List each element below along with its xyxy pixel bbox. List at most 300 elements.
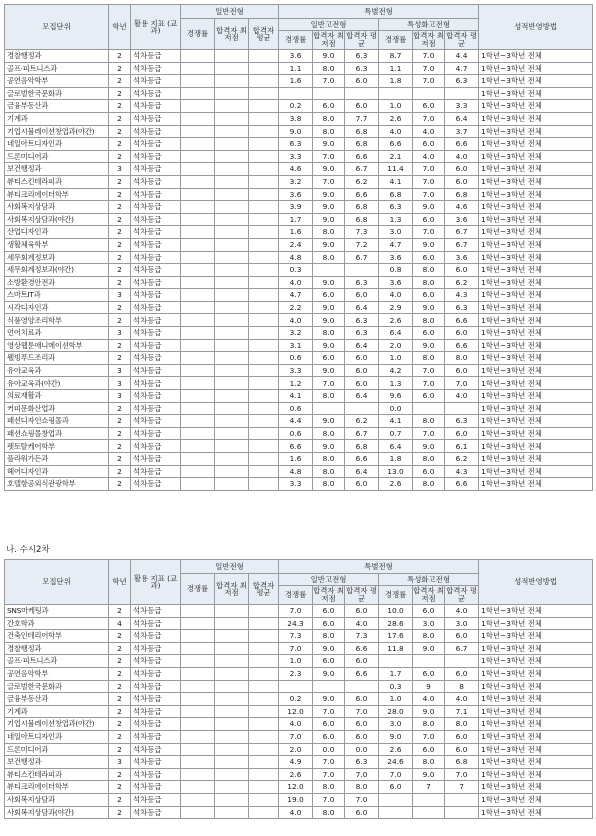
spec-char-avg-score-cell: 4.3 bbox=[445, 289, 479, 302]
method-cell: 1학년~3학년 전체 bbox=[479, 478, 593, 491]
credits-cell: 3 bbox=[109, 390, 131, 403]
spec-gen-min-score-cell: 8.0 bbox=[313, 806, 345, 819]
spec-char-competition-cell: 1.0 bbox=[379, 100, 413, 113]
spec-char-min-score-cell bbox=[413, 655, 445, 668]
gen-avg-score-cell bbox=[249, 630, 279, 643]
spec-char-min-score-cell: 9.0 bbox=[413, 705, 445, 718]
gen-avg-score-cell bbox=[249, 465, 279, 478]
unit-name-cell: 보건행정과 bbox=[5, 163, 109, 176]
gen-competition-cell bbox=[181, 138, 215, 151]
unit-name-cell: 글로벌한국문화과 bbox=[5, 87, 109, 100]
spec-gen-competition-cell: 0.6 bbox=[279, 402, 313, 415]
spec-char-competition-cell: 7.0 bbox=[379, 768, 413, 781]
credits-cell: 3 bbox=[109, 377, 131, 390]
spec-char-competition-cell: 1.7 bbox=[379, 667, 413, 680]
gen-avg-score-cell bbox=[249, 390, 279, 403]
spec-char-min-score-cell bbox=[413, 402, 445, 415]
gen-competition-cell bbox=[181, 251, 215, 264]
usage-index-cell: 석차등급 bbox=[131, 402, 181, 415]
usage-index-cell: 석차등급 bbox=[131, 390, 181, 403]
spec-char-competition-cell bbox=[379, 87, 413, 100]
gen-competition-cell bbox=[181, 793, 215, 806]
gen-avg-score-cell bbox=[249, 50, 279, 63]
spec-char-min-score-cell: 9.0 bbox=[413, 301, 445, 314]
gen-avg-score-cell bbox=[249, 364, 279, 377]
gen-competition-cell bbox=[181, 768, 215, 781]
gen-min-score-cell bbox=[215, 100, 249, 113]
spec-char-competition-cell: 6.4 bbox=[379, 327, 413, 340]
spec-char-competition-cell: 1.0 bbox=[379, 352, 413, 365]
spec-gen-min-score-cell: 7.0 bbox=[313, 756, 345, 769]
gen-min-score-cell bbox=[215, 630, 249, 643]
method-cell: 1학년~3학년 전체 bbox=[479, 655, 593, 668]
usage-index-cell: 석차등급 bbox=[131, 289, 181, 302]
spec-char-avg-score-cell: 6.2 bbox=[445, 276, 479, 289]
gen-avg-score-cell bbox=[249, 605, 279, 618]
credits-cell: 2 bbox=[109, 314, 131, 327]
spec-char-competition-cell: 3.6 bbox=[379, 251, 413, 264]
table-row bbox=[5, 175, 593, 188]
spec-gen-avg-score-cell: 7.3 bbox=[345, 630, 379, 643]
spec-gen-competition-cell: 1.1 bbox=[279, 62, 313, 75]
table-row bbox=[5, 251, 593, 264]
unit-name-cell: 경찰행정과 bbox=[5, 50, 109, 63]
spec-gen-min-score-cell: 6.0 bbox=[313, 289, 345, 302]
spec-gen-competition-cell: 12.0 bbox=[279, 705, 313, 718]
unit-name-cell: 네일아트디자인과 bbox=[5, 730, 109, 743]
spec-char-avg-score-cell: 4.0 bbox=[445, 150, 479, 163]
spec-gen-min-score-cell bbox=[313, 264, 345, 277]
gen-avg-score-cell bbox=[249, 62, 279, 75]
spec-char-competition-cell: 1.8 bbox=[379, 75, 413, 88]
gen-avg-score-cell bbox=[249, 352, 279, 365]
unit-name-cell: 뷰티크리에이터학부 bbox=[5, 188, 109, 201]
gen-avg-score-cell bbox=[249, 175, 279, 188]
table-1-body bbox=[5, 50, 593, 491]
spec-char-competition-cell: 10.0 bbox=[379, 605, 413, 618]
credits-cell: 2 bbox=[109, 188, 131, 201]
spec-char-min-score-cell: 6.0 bbox=[413, 327, 445, 340]
gen-avg-score-cell bbox=[249, 75, 279, 88]
table-row bbox=[5, 642, 593, 655]
credits-cell: 2 bbox=[109, 806, 131, 819]
gen-avg-score-cell bbox=[249, 693, 279, 706]
method-cell: 1학년~3학년 전체 bbox=[479, 150, 593, 163]
gen-competition-cell bbox=[181, 264, 215, 277]
spec-gen-min-score-cell: 8.0 bbox=[313, 630, 345, 643]
unit-name-cell: 드론미디어과 bbox=[5, 743, 109, 756]
gen-avg-score-cell bbox=[249, 327, 279, 340]
gen-avg-score-cell bbox=[249, 289, 279, 302]
credits-cell: 2 bbox=[109, 276, 131, 289]
method-cell: 1학년~3학년 전체 bbox=[479, 327, 593, 340]
spec-gen-competition-cell: 1.6 bbox=[279, 75, 313, 88]
method-cell: 1학년~3학년 전체 bbox=[479, 364, 593, 377]
spec-gen-avg-score-cell: 6.0 bbox=[345, 605, 379, 618]
spec-gen-min-score-cell: 6.0 bbox=[313, 100, 345, 113]
gen-min-score-cell bbox=[215, 339, 249, 352]
credits-cell: 2 bbox=[109, 793, 131, 806]
spec-gen-avg-score-cell: 6.0 bbox=[345, 377, 379, 390]
credits-cell: 2 bbox=[109, 680, 131, 693]
usage-index-cell: 석차등급 bbox=[131, 427, 181, 440]
header-avg-score: 합격자 평균 bbox=[346, 31, 377, 48]
method-cell: 1학년~3학년 전체 bbox=[479, 377, 593, 390]
credits-cell: 2 bbox=[109, 125, 131, 138]
gen-competition-cell bbox=[181, 806, 215, 819]
spec-gen-min-score-cell: 7.0 bbox=[313, 150, 345, 163]
spec-char-competition-cell: 4.7 bbox=[379, 238, 413, 251]
credits-cell: 2 bbox=[109, 415, 131, 428]
method-cell: 1학년~3학년 전체 bbox=[479, 339, 593, 352]
spec-gen-min-score-cell: 6.0 bbox=[313, 352, 345, 365]
spec-gen-min-score-cell: 0.0 bbox=[313, 743, 345, 756]
spec-gen-min-score-cell: 8.0 bbox=[313, 125, 345, 138]
spec-gen-min-score-cell: 9.0 bbox=[313, 188, 345, 201]
spec-char-min-score-cell: 3.0 bbox=[413, 617, 445, 630]
usage-index-cell: 석차등급 bbox=[131, 453, 181, 466]
method-cell: 1학년~3학년 전체 bbox=[479, 730, 593, 743]
table-row bbox=[5, 62, 593, 75]
gen-avg-score-cell bbox=[249, 415, 279, 428]
credits-cell: 3 bbox=[109, 364, 131, 377]
usage-index-cell: 석차등급 bbox=[131, 793, 181, 806]
spec-gen-competition-cell: 4.7 bbox=[279, 289, 313, 302]
spec-gen-competition-cell: 19.0 bbox=[279, 793, 313, 806]
table-row bbox=[5, 756, 593, 769]
spec-char-min-score-cell: 6.0 bbox=[413, 465, 445, 478]
spec-gen-avg-score-cell: 8.0 bbox=[345, 781, 379, 794]
method-cell: 1학년~3학년 전체 bbox=[479, 163, 593, 176]
gen-competition-cell bbox=[181, 402, 215, 415]
spec-gen-min-score-cell: 9.0 bbox=[313, 339, 345, 352]
gen-min-score-cell bbox=[215, 655, 249, 668]
spec-char-competition-cell: 1.8 bbox=[379, 453, 413, 466]
credits-cell: 2 bbox=[109, 781, 131, 794]
credits-cell: 2 bbox=[109, 62, 131, 75]
unit-name-cell: 시각디자인과 bbox=[5, 301, 109, 314]
gen-avg-score-cell bbox=[249, 680, 279, 693]
method-cell: 1학년~3학년 전체 bbox=[479, 62, 593, 75]
gen-min-score-cell bbox=[215, 642, 249, 655]
spec-gen-min-score-cell: 9.0 bbox=[313, 50, 345, 63]
spec-gen-min-score-cell: 9.0 bbox=[313, 201, 345, 214]
spec-gen-min-score-cell: 6.0 bbox=[313, 655, 345, 668]
usage-index-cell: 석차등급 bbox=[131, 50, 181, 63]
gen-competition-cell bbox=[181, 730, 215, 743]
spec-char-avg-score-cell: 6.0 bbox=[445, 630, 479, 643]
credits-cell: 2 bbox=[109, 718, 131, 731]
gen-min-score-cell bbox=[215, 781, 249, 794]
spec-gen-min-score-cell: 9.0 bbox=[313, 667, 345, 680]
spec-char-competition-cell: 0.7 bbox=[379, 427, 413, 440]
spec-char-avg-score-cell: 6.0 bbox=[445, 743, 479, 756]
table-row bbox=[5, 50, 593, 63]
spec-char-min-score-cell: 8.0 bbox=[413, 314, 445, 327]
spec-char-competition-cell: 2.9 bbox=[379, 301, 413, 314]
header-competition: 경쟁률 bbox=[181, 574, 215, 605]
unit-name-cell: 금융부동산과 bbox=[5, 100, 109, 113]
header-avg-score: 합격자 평균 bbox=[249, 574, 279, 605]
spec-char-competition-cell: 1.3 bbox=[379, 377, 413, 390]
gen-min-score-cell bbox=[215, 667, 249, 680]
header-min-score: 합격자 최저점 bbox=[215, 574, 249, 605]
table-row bbox=[5, 238, 593, 251]
spec-char-avg-score-cell bbox=[445, 806, 479, 819]
spec-gen-min-score-cell bbox=[313, 680, 345, 693]
table-row bbox=[5, 705, 593, 718]
spec-gen-competition-cell: 0.3 bbox=[279, 264, 313, 277]
table-row bbox=[5, 415, 593, 428]
spec-gen-avg-score-cell: 6.4 bbox=[345, 465, 379, 478]
gen-min-score-cell bbox=[215, 75, 249, 88]
header-special: 특별전형 bbox=[279, 5, 479, 19]
spec-gen-avg-score-cell: 6.0 bbox=[345, 75, 379, 88]
spec-char-avg-score-cell: 4.6 bbox=[445, 201, 479, 214]
gen-min-score-cell bbox=[215, 718, 249, 731]
spec-gen-competition-cell: 1.2 bbox=[279, 377, 313, 390]
gen-avg-score-cell bbox=[249, 276, 279, 289]
spec-char-min-score-cell: 7.0 bbox=[413, 427, 445, 440]
spec-char-min-score-cell: 7.0 bbox=[413, 188, 445, 201]
gen-competition-cell bbox=[181, 50, 215, 63]
gen-min-score-cell bbox=[215, 402, 249, 415]
credits-cell: 2 bbox=[109, 87, 131, 100]
unit-name-cell: 소방환경안전과 bbox=[5, 276, 109, 289]
usage-index-cell: 석차등급 bbox=[131, 415, 181, 428]
table-row bbox=[5, 806, 593, 819]
credits-cell: 2 bbox=[109, 453, 131, 466]
spec-char-avg-score-cell: 8 bbox=[445, 680, 479, 693]
usage-index-cell: 석차등급 bbox=[131, 188, 181, 201]
unit-name-cell: 골프·피트니스과 bbox=[5, 62, 109, 75]
gen-competition-cell bbox=[181, 276, 215, 289]
usage-index-cell: 석차등급 bbox=[131, 301, 181, 314]
spec-char-competition-cell: 6.8 bbox=[379, 188, 413, 201]
usage-index-cell: 석차등급 bbox=[131, 213, 181, 226]
table-row bbox=[5, 667, 593, 680]
credits-cell: 2 bbox=[109, 301, 131, 314]
gen-avg-score-cell bbox=[249, 87, 279, 100]
header-special-char: 특성화고전형 bbox=[379, 574, 479, 586]
gen-competition-cell bbox=[181, 642, 215, 655]
spec-gen-min-score-cell: 6.0 bbox=[313, 718, 345, 731]
spec-gen-min-score-cell: 6.0 bbox=[313, 605, 345, 618]
gen-competition-cell bbox=[181, 150, 215, 163]
gen-competition-cell bbox=[181, 175, 215, 188]
unit-name-cell: 패션쇼핑몰창업과 bbox=[5, 427, 109, 440]
spec-gen-avg-score-cell: 6.0 bbox=[345, 718, 379, 731]
spec-gen-min-score-cell: 9.0 bbox=[313, 440, 345, 453]
spec-char-competition-cell: 0.8 bbox=[379, 264, 413, 277]
unit-name-cell: 공연음악학부 bbox=[5, 667, 109, 680]
spec-gen-min-score-cell: 8.0 bbox=[313, 112, 345, 125]
spec-char-avg-score-cell: 6.6 bbox=[445, 478, 479, 491]
spec-gen-min-score-cell: 7.0 bbox=[313, 175, 345, 188]
credits-cell: 2 bbox=[109, 112, 131, 125]
gen-avg-score-cell bbox=[249, 314, 279, 327]
spec-char-avg-score-cell: 6.3 bbox=[445, 415, 479, 428]
gen-competition-cell bbox=[181, 440, 215, 453]
method-cell: 1학년~3학년 전체 bbox=[479, 427, 593, 440]
method-cell: 1학년~3학년 전체 bbox=[479, 125, 593, 138]
credits-cell: 2 bbox=[109, 175, 131, 188]
spec-char-min-score-cell: 9.0 bbox=[413, 768, 445, 781]
gen-min-score-cell bbox=[215, 390, 249, 403]
gen-avg-score-cell bbox=[249, 617, 279, 630]
spec-gen-avg-score-cell: 6.0 bbox=[345, 364, 379, 377]
header-avg-score: 합격자 평균 bbox=[249, 19, 279, 50]
gen-avg-score-cell bbox=[249, 112, 279, 125]
credits-cell: 2 bbox=[109, 50, 131, 63]
gen-competition-cell bbox=[181, 75, 215, 88]
usage-index-cell: 석차등급 bbox=[131, 112, 181, 125]
gen-avg-score-cell bbox=[249, 301, 279, 314]
gen-min-score-cell bbox=[215, 213, 249, 226]
spec-char-avg-score-cell: 6.7 bbox=[445, 238, 479, 251]
method-cell: 1학년~3학년 전체 bbox=[479, 605, 593, 618]
unit-name-cell: 드론미디어과 bbox=[5, 150, 109, 163]
method-cell: 1학년~3학년 전체 bbox=[479, 390, 593, 403]
header-credits: 학년 bbox=[109, 560, 131, 605]
method-cell: 1학년~3학년 전체 bbox=[479, 465, 593, 478]
gen-min-score-cell bbox=[215, 264, 249, 277]
method-cell: 1학년~3학년 전체 bbox=[479, 680, 593, 693]
table-row bbox=[5, 693, 593, 706]
spec-gen-competition-cell: 3.2 bbox=[279, 175, 313, 188]
credits-cell: 2 bbox=[109, 339, 131, 352]
credits-cell: 2 bbox=[109, 730, 131, 743]
spec-gen-min-score-cell: 9.0 bbox=[313, 163, 345, 176]
header-special-general: 일반고전형 bbox=[279, 574, 379, 586]
usage-index-cell: 석차등급 bbox=[131, 756, 181, 769]
credits-cell: 2 bbox=[109, 655, 131, 668]
spec-char-min-score-cell: 4.0 bbox=[413, 125, 445, 138]
method-cell: 1학년~3학년 전체 bbox=[479, 175, 593, 188]
gen-min-score-cell bbox=[215, 756, 249, 769]
spec-char-min-score-cell: 7.0 bbox=[413, 226, 445, 239]
spec-gen-avg-score-cell: 7.0 bbox=[345, 705, 379, 718]
credits-cell: 2 bbox=[109, 75, 131, 88]
spec-gen-min-score-cell: 9.0 bbox=[313, 276, 345, 289]
method-cell: 1학년~3학년 전체 bbox=[479, 768, 593, 781]
method-cell: 1학년~3학년 전체 bbox=[479, 743, 593, 756]
gen-min-score-cell bbox=[215, 377, 249, 390]
spec-gen-avg-score-cell: 6.2 bbox=[345, 175, 379, 188]
header-special: 특별전형 bbox=[279, 560, 479, 574]
usage-index-cell: 석차등급 bbox=[131, 125, 181, 138]
spec-char-competition-cell: 2.6 bbox=[379, 112, 413, 125]
usage-index-cell: 석차등급 bbox=[131, 276, 181, 289]
table-row bbox=[5, 276, 593, 289]
spec-char-min-score-cell: 7.0 bbox=[413, 62, 445, 75]
gen-competition-cell bbox=[181, 693, 215, 706]
method-cell: 1학년~3학년 전체 bbox=[479, 112, 593, 125]
spec-char-min-score-cell: 7.0 bbox=[413, 50, 445, 63]
gen-competition-cell bbox=[181, 415, 215, 428]
gen-competition-cell bbox=[181, 87, 215, 100]
gen-min-score-cell bbox=[215, 125, 249, 138]
credits-cell: 2 bbox=[109, 251, 131, 264]
credits-cell: 2 bbox=[109, 440, 131, 453]
spec-gen-avg-score-cell: 6.3 bbox=[345, 327, 379, 340]
method-cell: 1학년~3학년 전체 bbox=[479, 402, 593, 415]
spec-gen-avg-score-cell bbox=[345, 87, 379, 100]
spec-gen-avg-score-cell: 6.3 bbox=[345, 50, 379, 63]
gen-avg-score-cell bbox=[249, 100, 279, 113]
gen-min-score-cell bbox=[215, 352, 249, 365]
spec-char-min-score-cell: 8.0 bbox=[413, 630, 445, 643]
spec-gen-competition-cell: 3.3 bbox=[279, 364, 313, 377]
method-cell: 1학년~3학년 전체 bbox=[479, 213, 593, 226]
method-cell: 1학년~3학년 전체 bbox=[479, 415, 593, 428]
spec-gen-competition-cell: 3.8 bbox=[279, 112, 313, 125]
spec-gen-avg-score-cell: 7.2 bbox=[345, 238, 379, 251]
spec-gen-avg-score-cell: 6.3 bbox=[345, 756, 379, 769]
header-min-score: 합격자 최저점 bbox=[313, 586, 344, 603]
spec-gen-avg-score-cell: 6.7 bbox=[345, 163, 379, 176]
gen-min-score-cell bbox=[215, 465, 249, 478]
gen-avg-score-cell bbox=[249, 238, 279, 251]
spec-char-avg-score-cell: 6.3 bbox=[445, 75, 479, 88]
spec-char-avg-score-cell bbox=[445, 793, 479, 806]
spec-gen-competition-cell: 7.0 bbox=[279, 642, 313, 655]
spec-gen-competition-cell: 1.0 bbox=[279, 655, 313, 668]
gen-min-score-cell bbox=[215, 478, 249, 491]
spec-gen-competition-cell: 4.8 bbox=[279, 465, 313, 478]
spec-gen-avg-score-cell: 6.8 bbox=[345, 138, 379, 151]
spec-char-competition-cell: 0.0 bbox=[379, 402, 413, 415]
gen-min-score-cell bbox=[215, 730, 249, 743]
gen-min-score-cell bbox=[215, 175, 249, 188]
header-min-score: 합격자 최저점 bbox=[413, 586, 444, 603]
header-competition: 경쟁률 bbox=[279, 586, 313, 605]
unit-name-cell: 글로벌한국문화과 bbox=[5, 680, 109, 693]
header-avg-score: 합격자 평균 bbox=[446, 586, 477, 603]
spec-gen-competition-cell: 0.2 bbox=[279, 100, 313, 113]
spec-char-avg-score-cell: 4.0 bbox=[445, 693, 479, 706]
spec-char-competition-cell: 11.4 bbox=[379, 163, 413, 176]
unit-name-cell: 웰빙푸드조리과 bbox=[5, 352, 109, 365]
table-row bbox=[5, 768, 593, 781]
usage-index-cell: 석차등급 bbox=[131, 175, 181, 188]
credits-cell: 2 bbox=[109, 605, 131, 618]
unit-name-cell: 공연음악학부 bbox=[5, 75, 109, 88]
spec-char-competition-cell: 0.3 bbox=[379, 680, 413, 693]
gen-min-score-cell bbox=[215, 238, 249, 251]
method-cell: 1학년~3학년 전체 bbox=[479, 693, 593, 706]
gen-competition-cell bbox=[181, 743, 215, 756]
spec-char-min-score-cell: 9.0 bbox=[413, 440, 445, 453]
spec-char-avg-score-cell: 8.0 bbox=[445, 718, 479, 731]
spec-gen-competition-cell: 2.0 bbox=[279, 743, 313, 756]
gen-min-score-cell bbox=[215, 50, 249, 63]
credits-cell: 2 bbox=[109, 478, 131, 491]
table-row bbox=[5, 427, 593, 440]
method-cell: 1학년~3학년 전체 bbox=[479, 630, 593, 643]
table-row bbox=[5, 478, 593, 491]
spec-gen-avg-score-cell: 7.0 bbox=[345, 768, 379, 781]
spec-gen-avg-score-cell: 6.6 bbox=[345, 642, 379, 655]
gen-avg-score-cell bbox=[249, 163, 279, 176]
spec-gen-avg-score-cell: 6.0 bbox=[345, 693, 379, 706]
spec-gen-avg-score-cell bbox=[345, 264, 379, 277]
spec-gen-avg-score-cell: 7.3 bbox=[345, 226, 379, 239]
spec-char-competition-cell: 6.6 bbox=[379, 138, 413, 151]
table-row bbox=[5, 125, 593, 138]
gen-competition-cell bbox=[181, 427, 215, 440]
spec-gen-avg-score-cell: 7.7 bbox=[345, 112, 379, 125]
